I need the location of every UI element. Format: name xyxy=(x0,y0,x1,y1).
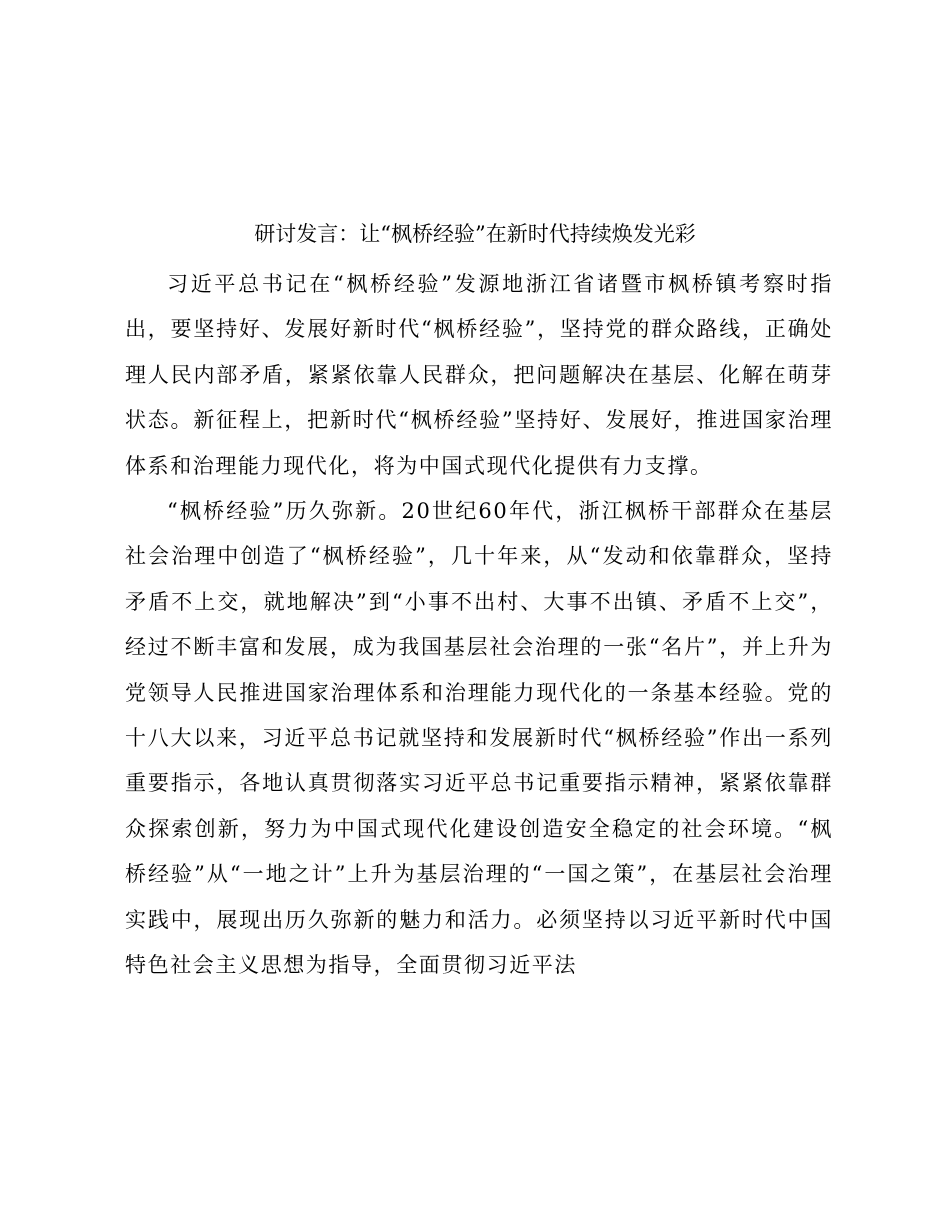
paragraph: 习近平总书记在“枫桥经验”发源地浙江省诸暨市枫桥镇考察时指出，要坚持好、发展好新时代“枫桥经验”，坚持党的群众路线，正确处理人民内部矛盾，紧紧依靠人民群众，把问题解决在基层、化解在萌芽状态。新征程上，把新时代“枫桥经验”坚持好、发展好，推进国家治理体系和治理能力现代化，将为中国式现代化提供有力支撑。 xyxy=(125,272,833,478)
paragraph: “枫桥经验”历久弥新。20世纪60年代，浙江枫桥干部群众在基层社会治理中创造了“枫桥经验”，几十年来，从“发动和依靠群众，坚持矛盾不上交，就地解决”到“小事不出村、大事不出镇、矛盾不上交”，经过不断丰富和发展，成为我国基层社会治理的一张“名片”，并上升为党领导人民推进国家治理体系和治理能力现代化的一条基本经验。党的十八大以来，习近平总书记就坚持和发展新时代“枫桥经验”作出一系列重要指示，各地认真贯彻落实习近平总书记重要指示精神，紧紧依靠群众探索创新，努力为中国式现代化建设创造安全稳定的社会环境。“枫桥经验”从“一地之计”上升为基层治理的“一国之策”，在基层社会治理实践中，展现出历久弥新的魅力和活力。必须坚持以习近平新时代中国特色社会主义思想为指导，全面贯彻习近平法 xyxy=(125,499,833,978)
document-title: 研讨发言：让“枫桥经验”在新时代持续焕发光彩 xyxy=(254,222,696,246)
document-body xyxy=(125,262,833,989)
